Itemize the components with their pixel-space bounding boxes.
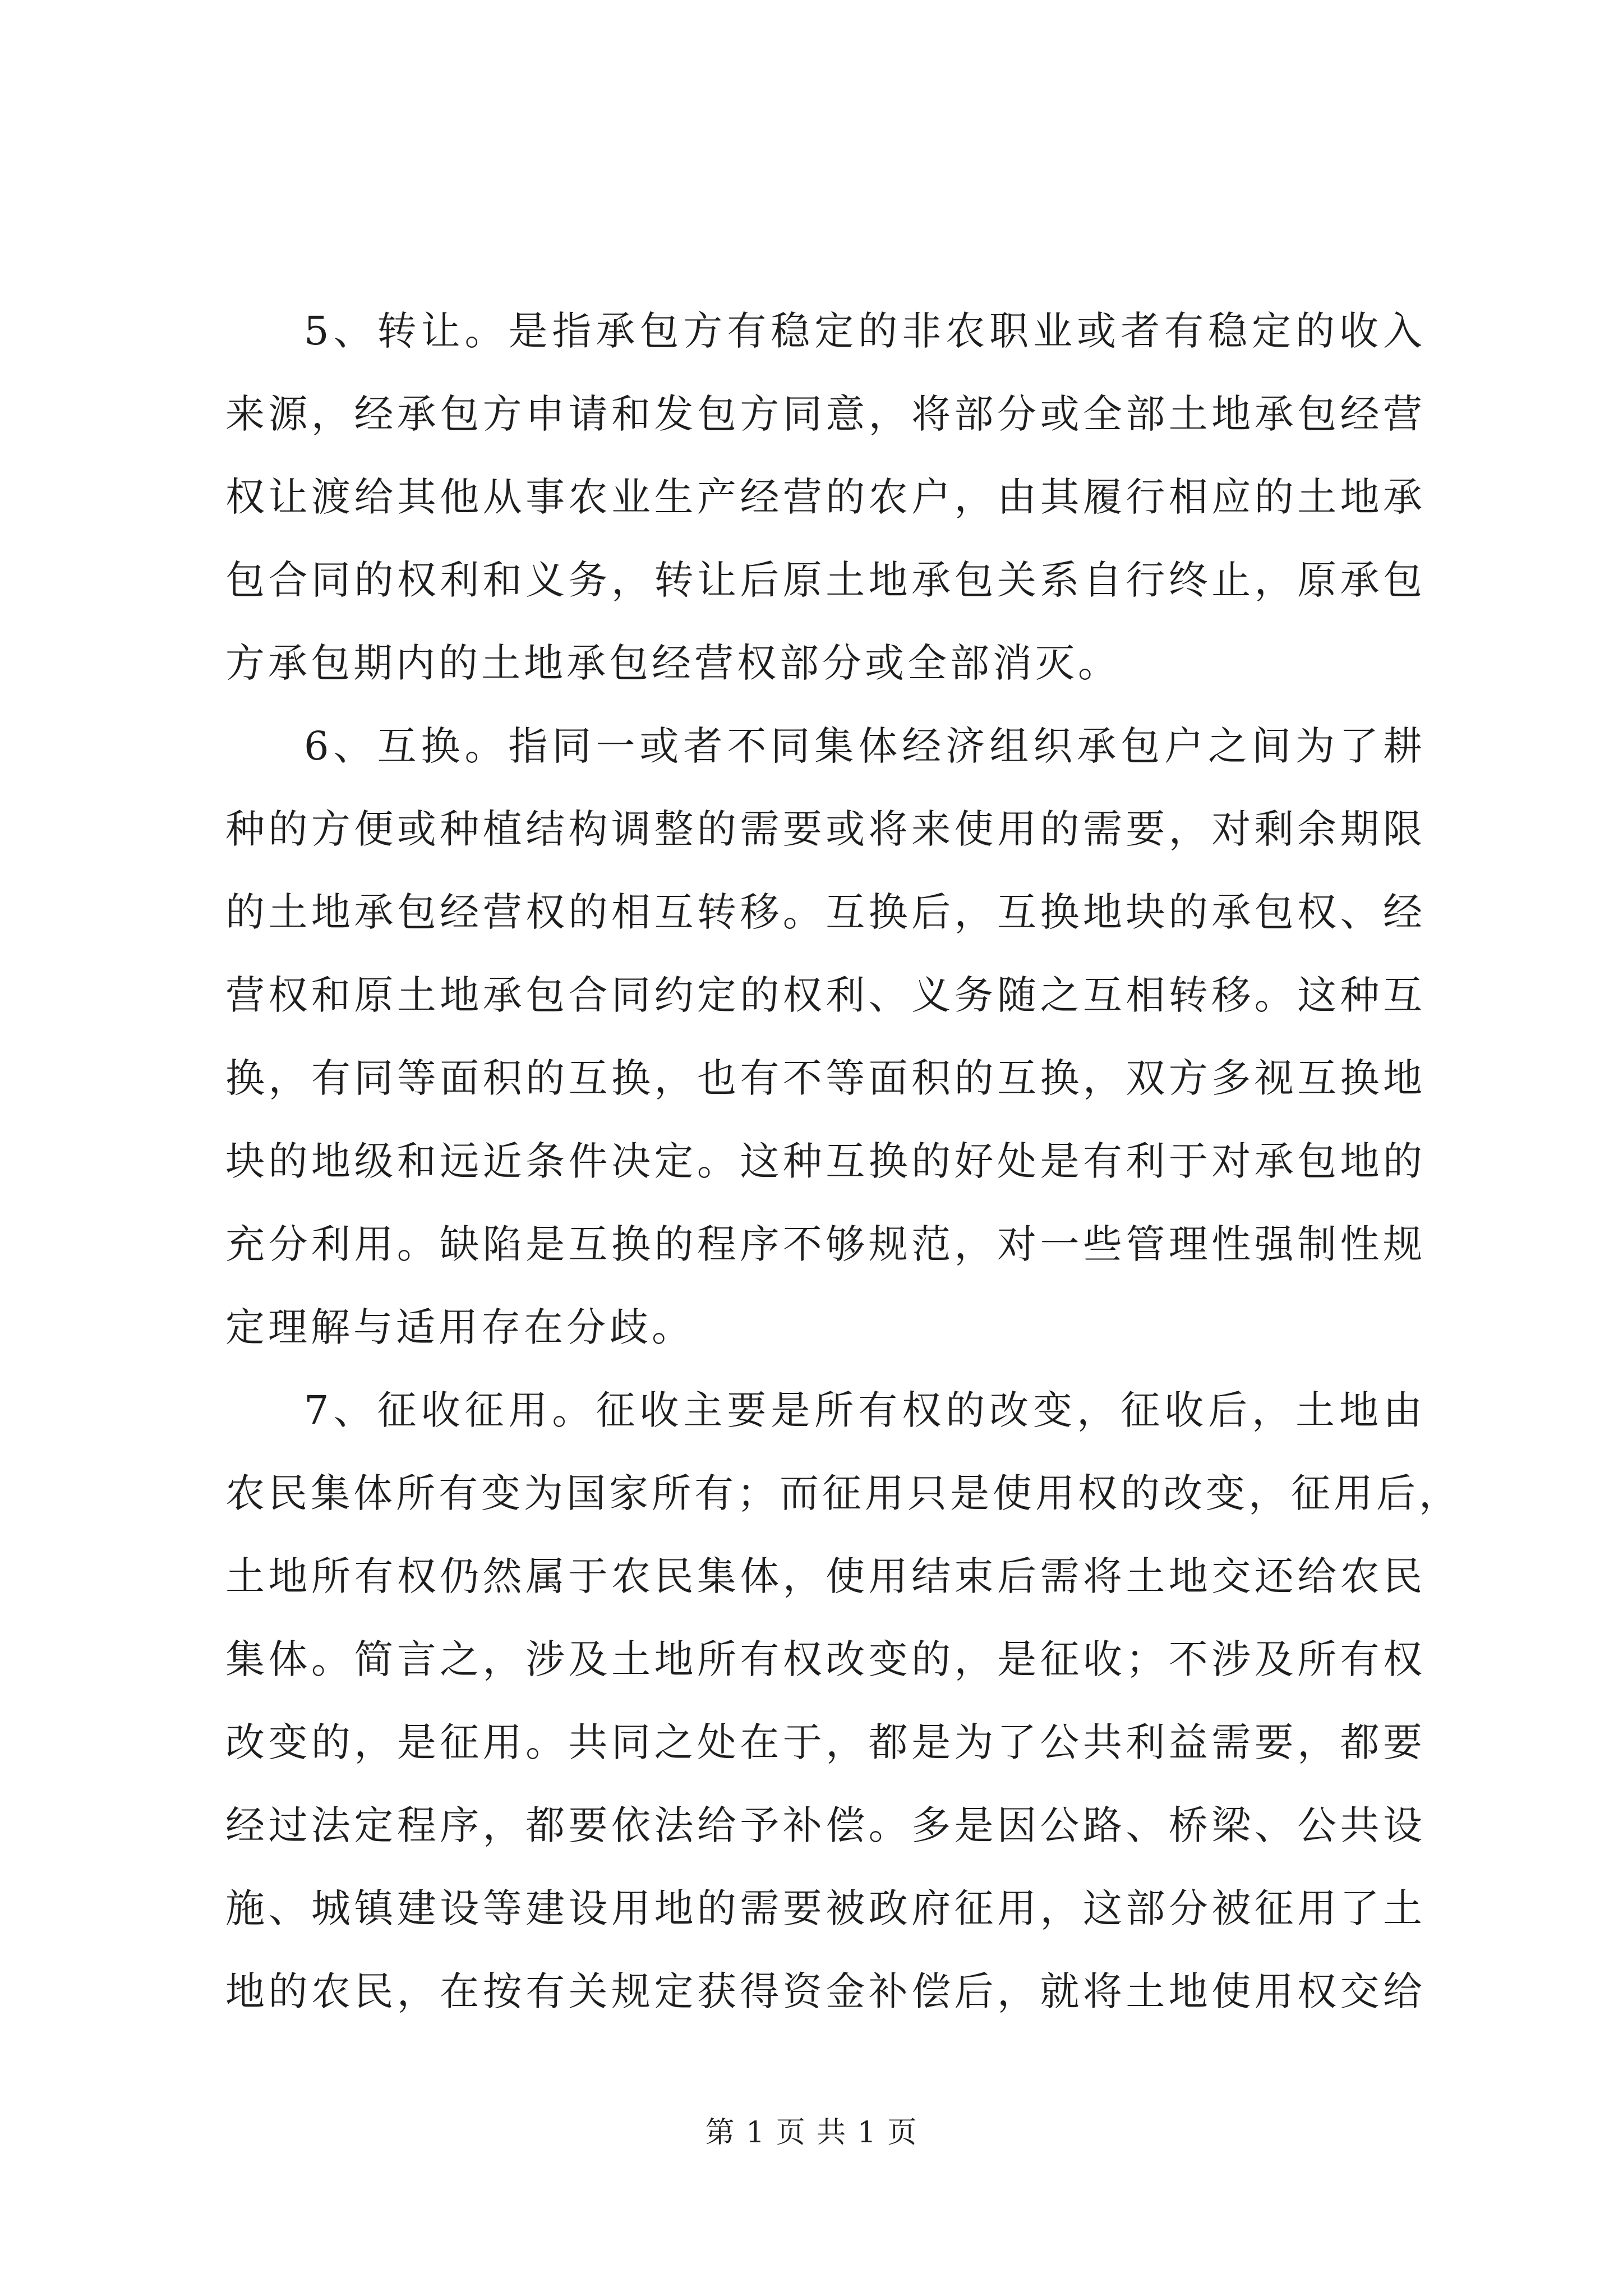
document-body — [225, 289, 1461, 2033]
text-line: 方承包期内的土地承包经营权部分或全部消灭。 — [225, 640, 1121, 686]
text-line: 7、征收征用。征收主要是所有权的改变，征收后，土地由 — [304, 1387, 1426, 1433]
text-line: 农民集体所有变为国家所有；而征用只是使用权的改变，征用后， — [225, 1470, 1461, 1516]
text-line: 块的地级和远近条件决定。这种互换的好处是有利于对承包地的 — [225, 1138, 1426, 1184]
text-line: 经过法定程序，都要依法给予补偿。多是因公路、桥梁、公共设 — [225, 1802, 1426, 1848]
text-line: 充分利用。缺陷是互换的程序不够规范，对一些管理性强制性规 — [225, 1221, 1426, 1267]
text-line: 种的方便或种植结构调整的需要或将来使用的需要，对剩余期限 — [225, 806, 1426, 852]
paragraph-expropriation — [225, 1369, 1461, 2033]
text-line: 换，有同等面积的互换，也有不等面积的互换，双方多视互换地 — [225, 1055, 1426, 1101]
text-line: 改变的，是征用。共同之处在于，都是为了公共利益需要，都要 — [225, 1719, 1426, 1765]
text-line: 6、互换。指同一或者不同集体经济组织承包户之间为了耕 — [304, 723, 1426, 769]
text-line: 定理解与适用存在分歧。 — [225, 1304, 694, 1350]
text-line: 施、城镇建设等建设用地的需要被政府征用，这部分被征用了土 — [225, 1885, 1426, 1931]
text-line: 5、转让。是指承包方有稳定的非农职业或者有稳定的收入 — [304, 308, 1426, 354]
text-line: 地的农民，在按有关规定获得资金补偿后，就将土地使用权交给 — [225, 1968, 1426, 2014]
text-line: 权让渡给其他从事农业生产经营的农户，由其履行相应的土地承 — [225, 474, 1426, 520]
text-line: 的土地承包经营权的相互转移。互换后，互换地块的承包权、经 — [225, 889, 1426, 935]
text-line: 营权和原土地承包合同约定的权利、义务随之互相转移。这种互 — [225, 972, 1426, 1018]
paragraph-transfer — [225, 289, 1426, 705]
text-line: 来源，经承包方申请和发包方同意，将部分或全部土地承包经营 — [225, 391, 1426, 437]
text-line: 包合同的权利和义务，转让后原土地承包关系自行终止，原承包 — [225, 557, 1426, 603]
text-line: 集体。简言之，涉及土地所有权改变的，是征收；不涉及所有权 — [225, 1636, 1426, 1682]
page-number-footer: 第 1 页 共 1 页 — [705, 2116, 918, 2150]
paragraph-exchange — [225, 705, 1426, 1369]
text-line: 土地所有权仍然属于农民集体，使用结束后需将土地交还给农民 — [225, 1553, 1426, 1599]
